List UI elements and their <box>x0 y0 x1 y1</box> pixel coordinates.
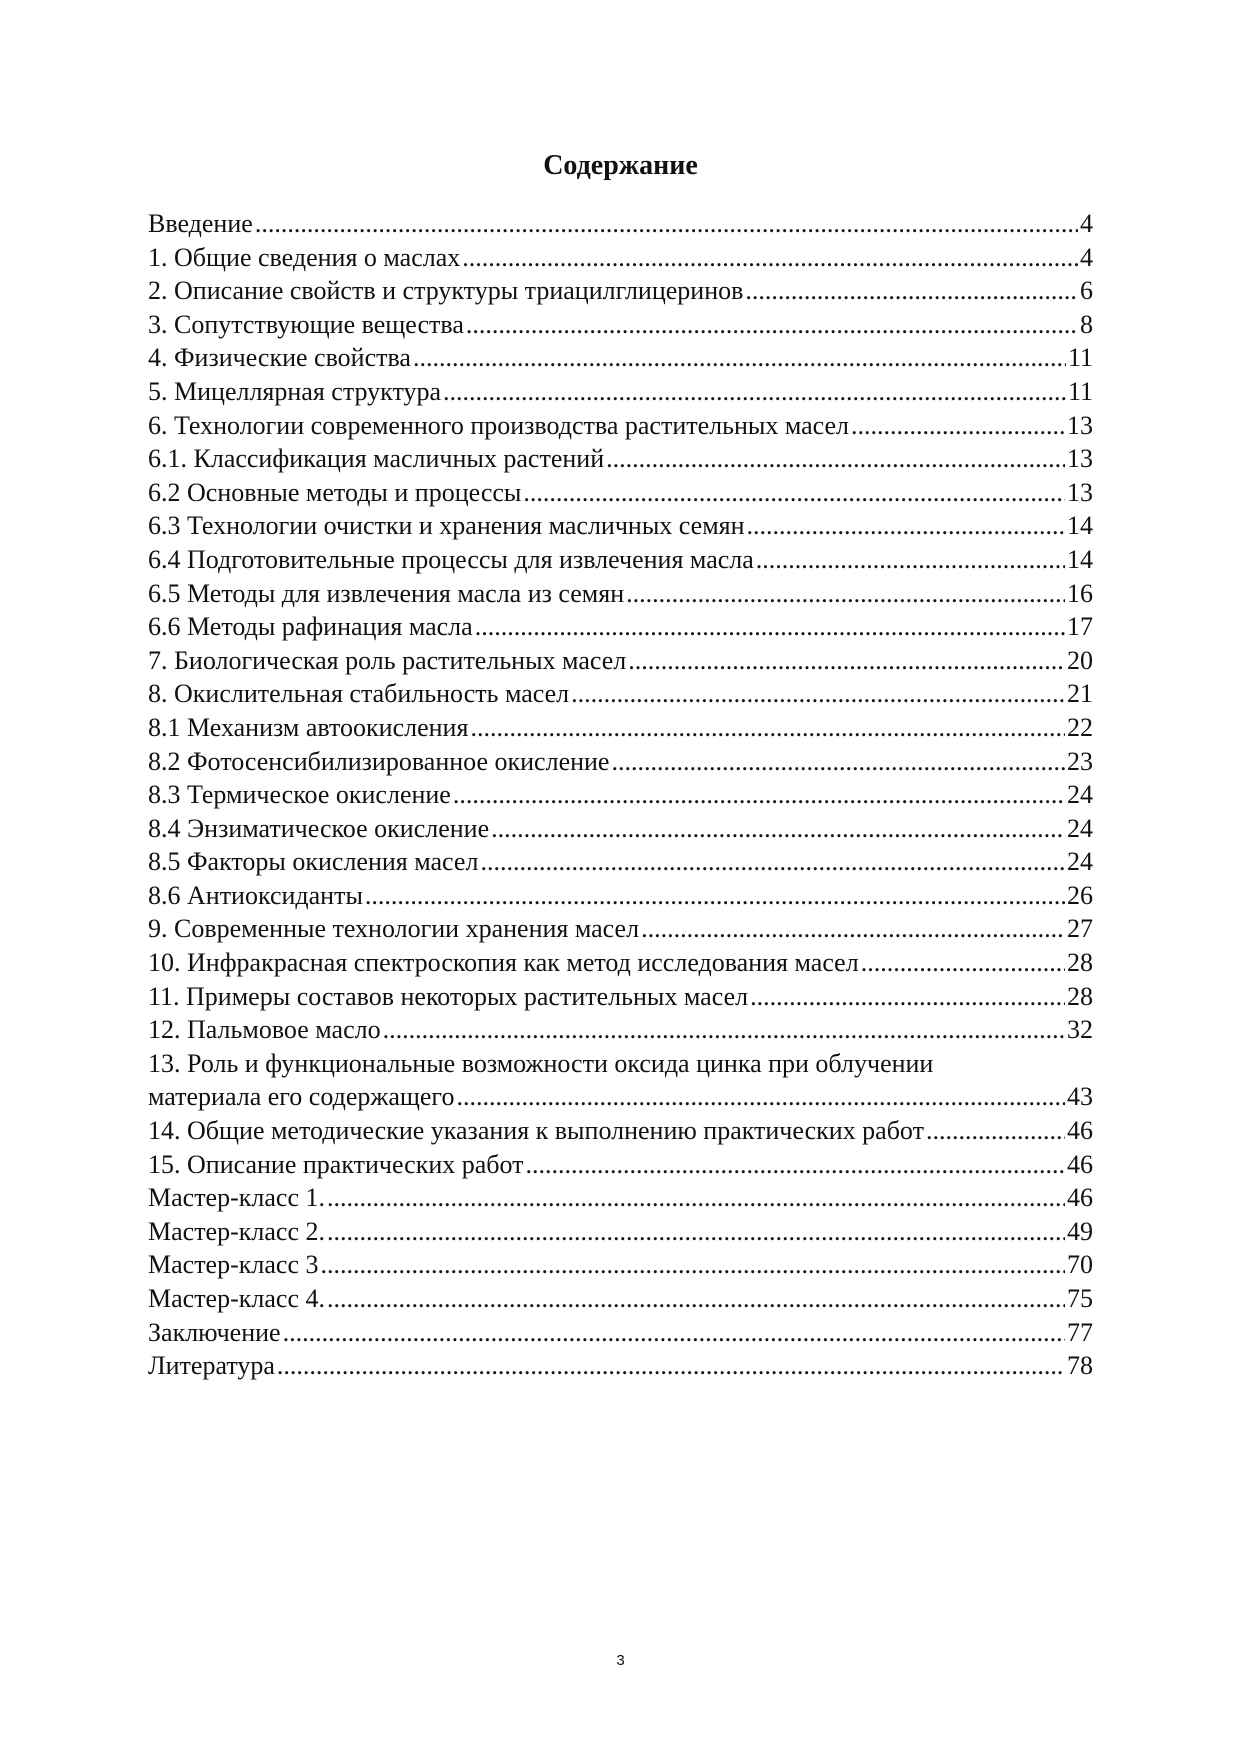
toc-entry-page: 16 <box>1067 578 1093 608</box>
toc-entry-title: 14. Общие методические указания к выполнению практических работ <box>148 1116 924 1146</box>
dot-leader <box>861 946 1065 980</box>
toc-entry-title: 6.4 Подготовительные процессы для извлечения масла <box>148 544 754 574</box>
toc-row <box>148 946 1093 980</box>
toc-row <box>148 644 1093 678</box>
toc-entry-page: 27 <box>1067 914 1093 944</box>
toc-entry[interactable] <box>148 1349 1093 1383</box>
dot-leader <box>611 745 1065 779</box>
toc-row <box>148 577 1093 611</box>
dot-leader <box>413 341 1066 375</box>
dot-leader <box>745 274 1078 308</box>
toc-entry-title: 8.2 Фотосенсибилизированное окисление <box>148 746 610 776</box>
table-of-contents <box>148 207 1093 1383</box>
toc-entry-title: 9. Современные технологии хранения масел <box>148 914 640 944</box>
toc-entry-title-line: 13. Роль и функциональные возможности оксида цинка при облучении <box>148 1048 934 1078</box>
toc-entry-title: Литература <box>148 1351 275 1381</box>
toc-entry-page: 22 <box>1067 712 1093 742</box>
dot-leader <box>480 845 1065 879</box>
dot-leader <box>443 375 1066 409</box>
toc-row <box>148 509 1093 543</box>
toc-row <box>148 812 1093 846</box>
toc-entry-page: 32 <box>1067 1015 1093 1045</box>
toc-row <box>148 1080 1093 1114</box>
toc-entry-page: 77 <box>1067 1317 1093 1347</box>
toc-entry-title: Мастер-класс 2. <box>148 1216 325 1246</box>
toc-entry[interactable] <box>148 1215 1093 1249</box>
toc-entry-page: 49 <box>1067 1216 1093 1246</box>
toc-entry-page: 21 <box>1067 679 1093 709</box>
toc-entry[interactable] <box>148 543 1093 577</box>
toc-entry-page: 13 <box>1067 410 1093 440</box>
toc-entry-title: 8.3 Термическое окисление <box>148 780 451 810</box>
toc-entry-page: 24 <box>1067 813 1093 843</box>
toc-row <box>148 207 1093 241</box>
toc-entry[interactable] <box>148 409 1093 443</box>
toc-row <box>148 1282 1093 1316</box>
toc-entry-page: 46 <box>1067 1183 1093 1213</box>
toc-entry-title: 15. Описание практических работ <box>148 1149 524 1179</box>
toc-row <box>148 476 1093 510</box>
toc-entry[interactable] <box>148 879 1093 913</box>
toc-row <box>148 1013 1093 1047</box>
toc-entry[interactable] <box>148 1114 1093 1148</box>
toc-entry[interactable] <box>148 375 1093 409</box>
toc-row <box>148 442 1093 476</box>
toc-entry-page: 14 <box>1067 544 1093 574</box>
toc-entry-title: 8.6 Антиоксиданты <box>148 880 363 910</box>
toc-entry-page: 14 <box>1067 511 1093 541</box>
toc-entry[interactable] <box>148 711 1093 745</box>
toc-entry-page: 43 <box>1067 1082 1093 1112</box>
toc-entry[interactable] <box>148 677 1093 711</box>
toc-entry[interactable] <box>148 946 1093 980</box>
dot-leader <box>383 1013 1065 1047</box>
toc-entry-title: 6.1. Классификация масличных растений <box>148 444 605 474</box>
toc-entry[interactable] <box>148 274 1093 308</box>
toc-entry-page: 13 <box>1067 477 1093 507</box>
dot-leader <box>526 1148 1065 1182</box>
toc-entry-title: Введение <box>148 209 253 238</box>
toc-row <box>148 409 1093 443</box>
toc-row <box>148 677 1093 711</box>
toc-entry-title: 11. Примеры составов некоторых растительных масел <box>148 981 749 1011</box>
toc-row <box>148 745 1093 779</box>
toc-row <box>148 1349 1093 1383</box>
toc-entry-page: 6 <box>1080 276 1093 306</box>
toc-entry-title: 12. Пальмовое масло <box>148 1015 381 1045</box>
toc-entry-title: 7. Биологическая роль растительных масел <box>148 645 627 675</box>
dot-leader <box>756 543 1065 577</box>
dot-leader <box>327 1215 1065 1249</box>
toc-entry-page: 17 <box>1067 612 1093 642</box>
toc-entry[interactable] <box>148 980 1093 1014</box>
toc-row <box>148 980 1093 1014</box>
toc-entry-title: 6.3 Технологии очистки и хранения масличных семян <box>148 511 745 541</box>
dot-leader <box>641 912 1065 946</box>
toc-entry-title: 8. Окислительная стабильность масел <box>148 679 570 709</box>
toc-entry-title: 8.5 Факторы окисления масел <box>148 847 479 877</box>
toc-entry-page: 4 <box>1080 242 1093 272</box>
toc-entry-page: 75 <box>1067 1284 1093 1313</box>
toc-row <box>148 1215 1093 1249</box>
toc-entry-title: 6.6 Методы рафинация масла <box>148 612 473 642</box>
toc-entry[interactable] <box>148 308 1093 342</box>
toc-entry[interactable] <box>148 1047 1093 1114</box>
toc-entry[interactable] <box>148 1181 1093 1215</box>
toc-entry[interactable] <box>148 644 1093 678</box>
dot-leader <box>462 241 1078 275</box>
toc-row <box>148 1181 1093 1215</box>
dot-leader <box>750 980 1065 1014</box>
dot-leader <box>491 812 1065 846</box>
toc-entry-title: материала его содержащего <box>148 1082 455 1112</box>
toc-entry[interactable] <box>148 509 1093 543</box>
toc-entry-page: 24 <box>1067 847 1093 877</box>
toc-entry[interactable] <box>148 745 1093 779</box>
toc-row <box>148 375 1093 409</box>
toc-row <box>148 1248 1093 1282</box>
toc-entry-title: Мастер-класс 3 <box>148 1250 319 1280</box>
toc-entry-title: 10. Инфракрасная спектроскопия как метод исследования масел <box>148 948 859 978</box>
toc-entry-title: 5. Мицеллярная структура <box>148 376 442 406</box>
toc-row <box>148 845 1093 879</box>
toc-row <box>148 711 1093 745</box>
toc-entry-title: 8.4 Энзиматическое окисление <box>148 813 490 843</box>
toc-entry[interactable] <box>148 1248 1093 1282</box>
toc-entry-title: Мастер-класс 1. <box>148 1183 325 1213</box>
dot-leader <box>628 644 1065 678</box>
dot-leader <box>523 476 1065 510</box>
toc-row <box>148 341 1093 375</box>
toc-entry-page: 24 <box>1067 780 1093 810</box>
toc-entry[interactable] <box>148 1316 1093 1350</box>
toc-entry[interactable] <box>148 778 1093 812</box>
dot-leader <box>747 509 1065 543</box>
toc-entry-page: 13 <box>1067 444 1093 474</box>
dot-leader <box>470 711 1065 745</box>
toc-entry-title: Мастер-класс 4. <box>148 1284 325 1313</box>
toc-entry-page: 23 <box>1067 746 1093 776</box>
toc-row <box>148 610 1093 644</box>
toc-entry-page: 28 <box>1067 948 1093 978</box>
toc-entry-page: 4 <box>1080 209 1093 238</box>
toc-entry[interactable] <box>148 1013 1093 1047</box>
toc-entry[interactable] <box>148 241 1093 275</box>
toc-entry-title: 6.2 Основные методы и процессы <box>148 477 522 507</box>
toc-entry-title: 1. Общие сведения о маслах <box>148 242 461 272</box>
toc-entry-page: 26 <box>1067 880 1093 910</box>
toc-row <box>148 879 1093 913</box>
toc-entry-page: 70 <box>1067 1250 1093 1280</box>
page-title: Содержание <box>543 150 698 181</box>
toc-row <box>148 1316 1093 1350</box>
toc-entry[interactable] <box>148 476 1093 510</box>
toc-entry-title: 4. Физические свойства <box>148 343 411 373</box>
dot-leader <box>365 879 1065 913</box>
toc-entry[interactable] <box>148 812 1093 846</box>
toc-entry[interactable] <box>148 341 1093 375</box>
toc-entry-page: 46 <box>1067 1149 1093 1179</box>
toc-entry[interactable] <box>148 1148 1093 1182</box>
toc-row <box>148 308 1093 342</box>
toc-row <box>148 912 1093 946</box>
toc-entry-page: 11 <box>1067 376 1093 406</box>
toc-entry-page: 78 <box>1067 1351 1093 1381</box>
toc-row <box>148 543 1093 577</box>
dot-leader <box>456 1080 1065 1114</box>
dot-leader <box>571 677 1065 711</box>
toc-entry-title: Заключение <box>148 1317 281 1347</box>
toc-entry[interactable] <box>148 442 1093 476</box>
toc-entry-page: 20 <box>1067 645 1093 675</box>
toc-entry[interactable] <box>148 845 1093 879</box>
dot-leader <box>453 778 1065 812</box>
dot-leader <box>255 207 1078 241</box>
toc-entry-title: 8.1 Механизм автоокисления <box>148 712 469 742</box>
dot-leader <box>851 409 1065 443</box>
toc-entry[interactable] <box>148 610 1093 644</box>
dot-leader <box>321 1248 1066 1282</box>
toc-entry[interactable] <box>148 207 1093 241</box>
dot-leader <box>277 1349 1065 1383</box>
toc-row <box>148 241 1093 275</box>
toc-entry-page: 8 <box>1080 309 1093 339</box>
dot-leader <box>327 1282 1065 1316</box>
toc-entry-page: 28 <box>1067 981 1093 1011</box>
page-number: 3 <box>616 1652 625 1669</box>
toc-row <box>148 1148 1093 1182</box>
dot-leader <box>327 1181 1065 1215</box>
toc-entry[interactable] <box>148 577 1093 611</box>
dot-leader <box>606 442 1065 476</box>
toc-entry-title: 6.5 Методы для извлечения масла из семян <box>148 578 625 608</box>
toc-entry-page: 11 <box>1067 343 1093 373</box>
dot-leader <box>466 308 1078 342</box>
dot-leader <box>626 577 1065 611</box>
toc-entry[interactable] <box>148 1282 1093 1316</box>
toc-row <box>148 274 1093 308</box>
toc-entry-page: 46 <box>1067 1116 1093 1146</box>
toc-entry[interactable] <box>148 912 1093 946</box>
toc-row <box>148 1114 1093 1148</box>
dot-leader <box>283 1316 1065 1350</box>
toc-entry-title: 6. Технологии современного производства растительных масел <box>148 410 850 440</box>
toc-entry-title: 2. Описание свойств и структуры триацилглицеринов <box>148 276 744 306</box>
dot-leader <box>926 1114 1065 1148</box>
dot-leader <box>475 610 1065 644</box>
toc-row <box>148 778 1093 812</box>
toc-entry-title: 3. Сопутствующие вещества <box>148 309 464 339</box>
